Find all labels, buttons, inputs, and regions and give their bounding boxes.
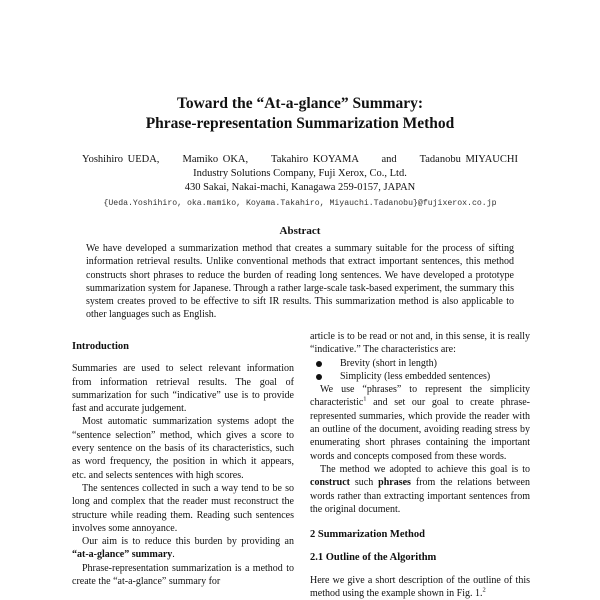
footnote-marker: 2: [482, 586, 486, 594]
section-2-heading: 2 Summarization Method: [310, 529, 425, 541]
left-column: [72, 340, 294, 588]
list-item: [310, 357, 530, 370]
list-item: [310, 370, 530, 383]
intro-paragraph-3: The sentences collected in such a way tend to be so long and complex that the reader must reconstruct the structure while reading them. Reading such sentences involves some annoyance.: [72, 482, 294, 534]
rp2-emphasis-construct: construct: [310, 477, 350, 489]
bullet-icon: [316, 374, 322, 380]
footnote-marker: 1: [363, 396, 367, 404]
intro-p4-text: Our aim is to reduce this burden by providing an: [82, 536, 294, 548]
right-paragraph-2: [310, 463, 530, 516]
bullet-text: Simplicity (less embedded sentences): [340, 370, 491, 382]
abstract-heading: Abstract: [279, 225, 321, 237]
paper-title-line2: Phrase-representation Summarization Method: [145, 115, 455, 132]
rp1-text-cont: and set our goal to create phrase-represented summaries, which provide the reader with an outline of the document, avoiding reading stress by enumerating short phrases containing the important words and concepts composed from these words.: [310, 397, 530, 462]
bullet-icon: [316, 361, 322, 367]
section-2-1-heading: 2.1 Outline of the Algorithm: [310, 552, 437, 564]
intro-p4-end: .: [172, 549, 175, 561]
intro-paragraph-1: Summaries are used to select relevant information from information retrieval results. The goal of summarization for such “indicative” use is to provide fast and accurate judgement.: [72, 363, 294, 415]
intro-paragraph-2: Most automatic summarization systems adopt the “sentence selection” method, which gives a score to every sentence on the basis of its characteristics, such as word frequency, the position in which it appears, etc. and selects sentences with high scores.: [72, 416, 294, 481]
address: 430 Sakai, Nakai-machi, Kanagawa 259-0157, JAPAN: [184, 182, 416, 193]
intro-p4-emphasis: “at-a-glance” summary: [72, 549, 173, 561]
right-column: [310, 330, 530, 600]
author-emails: {Ueda.Yoshihiro, oka.mamiko, Koyama.Takahiro, Miyauchi.Tadanobu}@fujixerox.co.jp: [103, 199, 497, 208]
characteristics-list: [310, 357, 530, 384]
abstract-text: We have developed a summarization method that creates a summary suitable for the process of sifting information retrieval results. Unlike conventional methods that extract important sentences, this method constructs short phrases to reduce the burden of reading long sentences. We have developed a prototype summarization system for Japanese. Through a rather large-scale task-based experiment, the summary this system creates proved to be effective to sift IR results. This summarization method is also applicable to other languages such as English.: [86, 243, 514, 321]
rp2-text: The method we adopted to achieve this goal is to: [320, 463, 530, 475]
right-paragraph-1: [310, 383, 530, 463]
s21-text: Here we give a short description of the outline of this method using the example shown in Fig. 1.: [310, 574, 530, 600]
rp2-text-mid: such: [350, 477, 379, 489]
section-2-1-text: [310, 574, 530, 600]
rp2-text-end: from the relations between words rather than extracting important sentences from the original document.: [310, 477, 530, 515]
rp1-text: We use “phrases” to represent the simplicity characteristic: [310, 384, 530, 409]
paper-title-line1: Toward the “At-a-glance” Summary:: [176, 95, 424, 112]
intro-paragraph-5: Phrase-representation summarization is a method to create the “at-a-glance” summary for: [72, 562, 294, 588]
introduction-heading: Introduction: [72, 341, 129, 352]
bullet-text: Brevity (short in length): [340, 357, 437, 369]
affiliation: Industry Solutions Company, Fuji Xerox, Co., Ltd.: [193, 168, 407, 179]
right-continuation: article is to be read or not and, in this sense, it is really “indicative.” The characteristics are:: [310, 331, 530, 356]
rp2-emphasis-phrases: phrases: [378, 477, 411, 489]
intro-paragraph-4: [72, 535, 294, 562]
author-list: Yoshihiro UEDA, Mamiko OKA, Takahiro KOYAMA and Tadanobu MIYAUCHI: [82, 154, 518, 165]
